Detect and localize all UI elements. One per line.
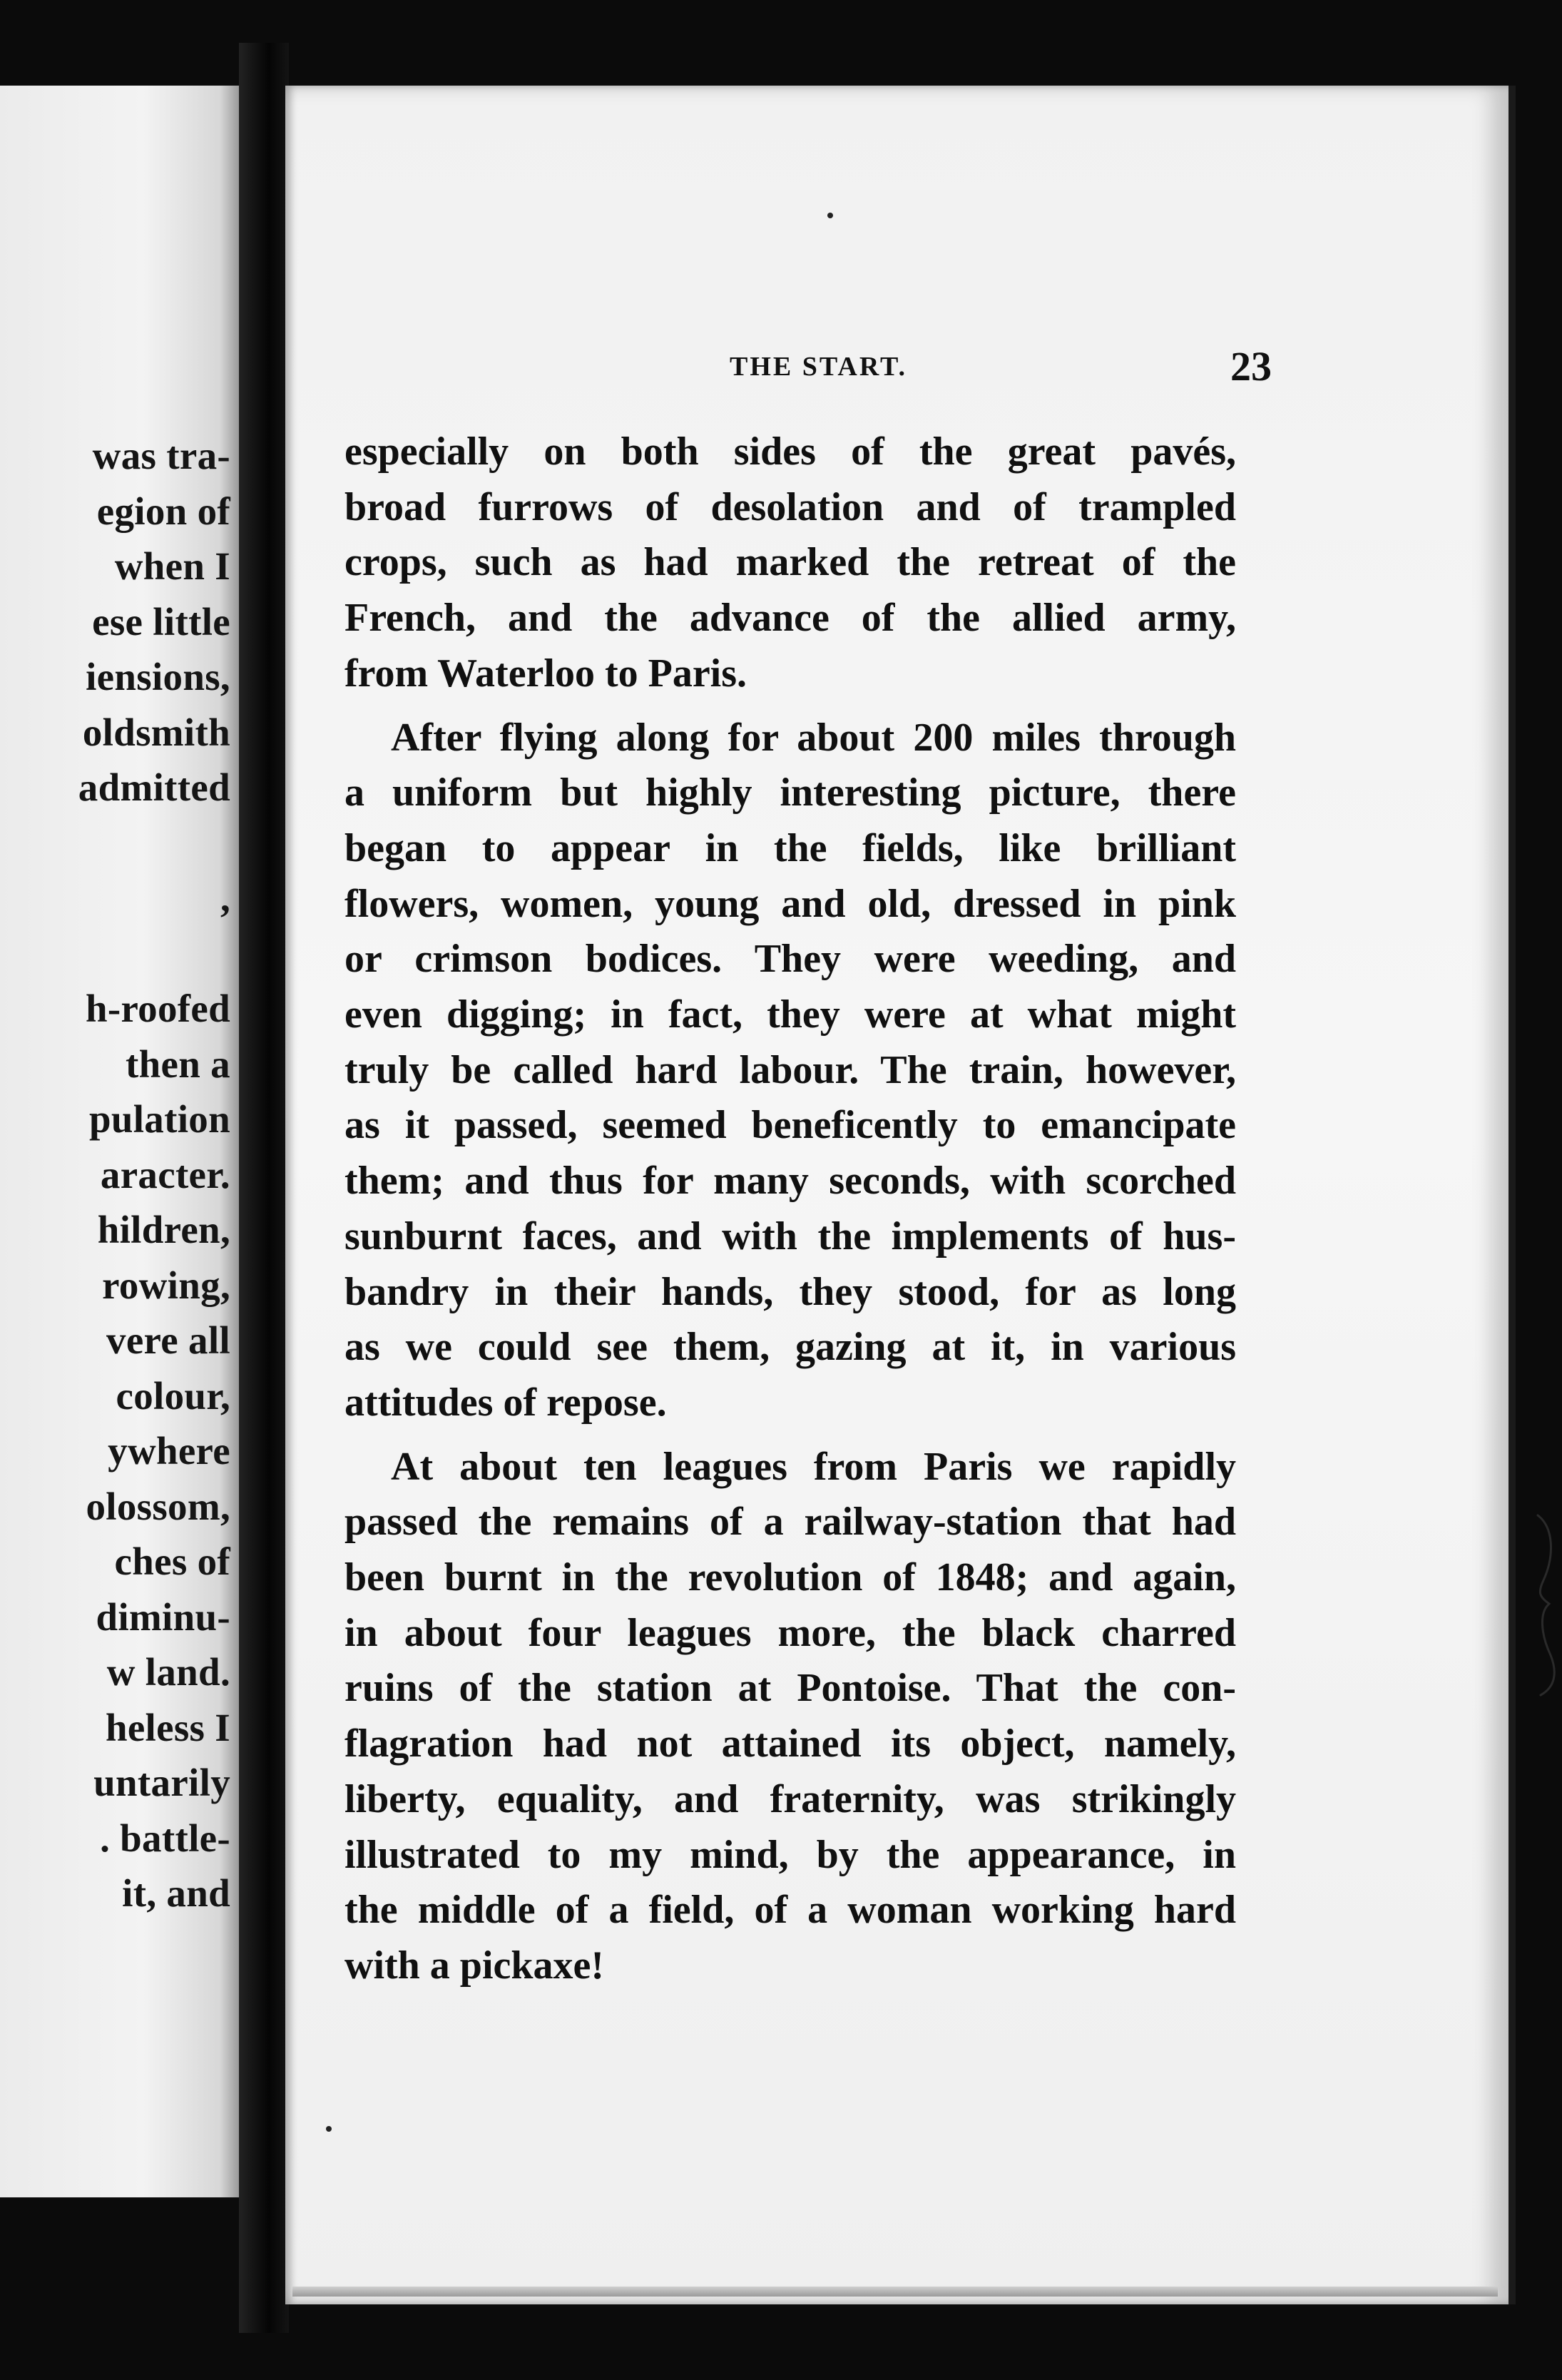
text-line: the middle of a field, of a woman working hard [344, 1888, 1236, 1933]
text-line: passed the remains of a railway-station that had [344, 1500, 1236, 1545]
text-line: crops, such as had marked the retreat of the [344, 540, 1236, 585]
book-gutter [239, 43, 289, 2333]
left-line: iensions, [86, 655, 230, 698]
text-line: even digging; in fact, they were at what might [344, 992, 1236, 1037]
text-line: in about four leagues more, the black charred [344, 1610, 1236, 1655]
left-line: vere all [106, 1318, 230, 1362]
text-line: been burnt in the revolution of 1848; and again, [344, 1555, 1236, 1600]
left-line: ches of [114, 1540, 230, 1583]
handwritten-brace-mark [1533, 1512, 1562, 1698]
left-facing-page [0, 86, 239, 2197]
left-line: hildren, [97, 1208, 230, 1251]
left-line: . battle- [100, 1816, 230, 1860]
right-page [285, 86, 1516, 2304]
left-line: when I [114, 544, 230, 588]
left-line: heless I [105, 1705, 230, 1749]
left-line: rowing, [102, 1263, 230, 1307]
text-line: ruins of the station at Pontoise. That the con- [344, 1666, 1236, 1711]
left-line: , [220, 876, 230, 920]
left-page-text [0, 428, 230, 1921]
text-line: as it passed, seemed beneficently to emancipate [344, 1103, 1236, 1148]
left-line: ywhere [108, 1429, 230, 1473]
text-line: bandry in their hands, they stood, for as long [344, 1269, 1236, 1314]
text-line: sunburnt faces, and with the implements of hus- [344, 1214, 1236, 1258]
text-line: attitudes of repose. [344, 1380, 667, 1425]
text-line: them; and thus for many seconds, with scorched [344, 1159, 1236, 1204]
text-line: as we could see them, gazing at it, in various [344, 1325, 1236, 1370]
paragraph [344, 711, 1236, 1431]
left-line: it, and [122, 1871, 230, 1915]
text-line: or crimson bodices. They were weeding, and [344, 937, 1236, 982]
page-number: 23 [1230, 343, 1272, 390]
text-line: began to appear in the fields, like brilliant [344, 825, 1236, 870]
text-line: from Waterloo to Paris. [344, 651, 747, 696]
text-line: with a pickaxe! [344, 1943, 604, 1988]
left-line: admitted [78, 766, 230, 809]
text-line: At about ten leagues from Paris we rapidly [391, 1444, 1236, 1489]
text-line: flowers, women, young and old, dressed in pink [344, 881, 1236, 926]
left-line: w land. [106, 1650, 230, 1694]
left-line: diminu- [96, 1595, 230, 1639]
left-line: oldsmith [82, 710, 230, 754]
left-line: then a [126, 1042, 230, 1086]
text-line: liberty, equality, and fraternity, was strikingly [344, 1776, 1236, 1821]
left-line: was tra- [92, 434, 230, 477]
text-line: broad furrows of desolation and of trampled [344, 484, 1236, 529]
text-line: After flying along for about 200 miles through [391, 715, 1236, 760]
page-header [321, 342, 1533, 400]
text-line: flagration had not attained its object, namely, [344, 1722, 1236, 1766]
left-line: colour, [116, 1373, 230, 1418]
text-line: truly be called hard labour. The train, however, [344, 1047, 1236, 1092]
page-bottom-edge [292, 2287, 1498, 2297]
text-line: French, and the advance of the allied army, [344, 596, 1236, 641]
left-line [0, 926, 230, 982]
left-line [0, 815, 230, 871]
left-line: egion of [96, 489, 230, 533]
left-line: untarily [93, 1761, 230, 1804]
paragraph [344, 1440, 1236, 1994]
text-line: a uniform but highly interesting picture, there [344, 771, 1236, 815]
paragraph [344, 424, 1236, 702]
text-line: especially on both sides of the great pavés, [344, 429, 1236, 474]
body-text [344, 424, 1236, 1994]
page-speck [326, 2126, 332, 2132]
left-line: ese little [92, 599, 230, 644]
page-speck [827, 213, 833, 218]
running-head: THE START. [730, 352, 907, 382]
left-line: olossom, [86, 1484, 230, 1528]
text-line: illustrated to my mind, by the appearance, in [344, 1832, 1236, 1877]
left-line: h-roofed [85, 987, 230, 1030]
left-line: aracter. [100, 1152, 230, 1196]
left-line: pulation [88, 1097, 230, 1141]
